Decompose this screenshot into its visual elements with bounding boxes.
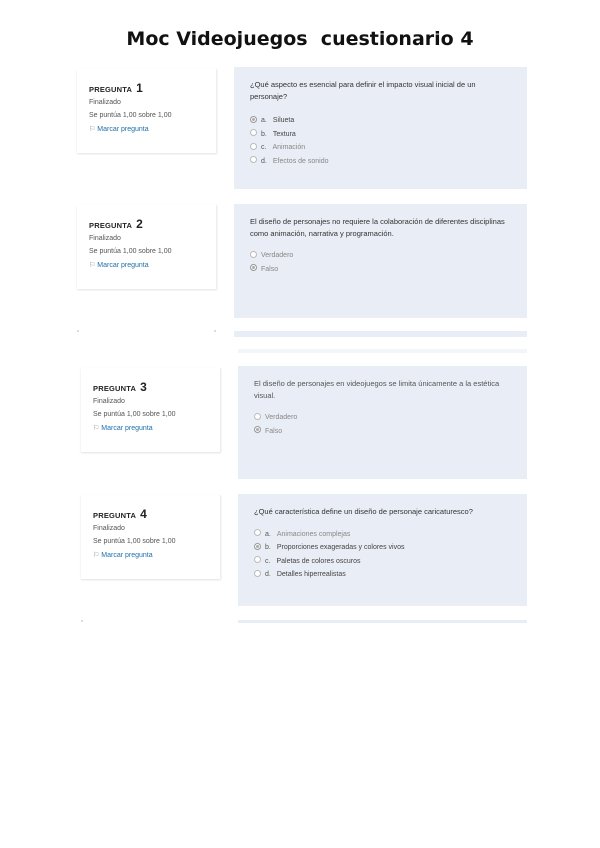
- answer-option[interactable]: b. Textura: [250, 128, 511, 142]
- flag-icon: ⚐: [93, 425, 100, 432]
- radio-button[interactable]: [254, 543, 261, 550]
- flag-icon: ⚐: [89, 126, 96, 133]
- question-heading: [89, 81, 216, 95]
- question-grade: Se puntúa 1,00 sobre 1,00: [93, 411, 176, 418]
- flag-question-link[interactable]: [89, 125, 216, 133]
- question-text: ¿Qué aspecto es esencial para definir el impacto visual inicial de un personaje?: [250, 80, 476, 101]
- answer-option[interactable]: Falso: [254, 425, 511, 439]
- question-grade: Se puntúa 1,00 sobre 1,00: [93, 538, 176, 545]
- answer-option[interactable]: d. Detalles hiperrealistas: [254, 568, 511, 582]
- radio-button[interactable]: [254, 529, 261, 536]
- question-content-1: [234, 67, 527, 189]
- answer-option[interactable]: b. Proporciones exageradas y colores vivos: [254, 541, 511, 555]
- radio-button[interactable]: [254, 413, 261, 420]
- question-heading: [93, 380, 220, 394]
- question-status: Finalizado: [89, 99, 121, 106]
- page-edge-mark: [214, 330, 216, 332]
- radio-button[interactable]: [250, 129, 257, 136]
- answer-option[interactable]: c. Animación: [250, 141, 511, 155]
- answer-option[interactable]: a. Silueta: [250, 114, 511, 128]
- question-grade: Se puntúa 1,00 sobre 1,00: [89, 112, 172, 119]
- radio-button[interactable]: [250, 116, 257, 123]
- page-break-divider: [238, 349, 527, 353]
- page-edge-mark: [77, 330, 79, 332]
- question-label: PREGUNTA: [93, 384, 136, 393]
- radio-button[interactable]: [250, 143, 257, 150]
- question-number: 3: [140, 380, 148, 394]
- radio-button[interactable]: [254, 570, 261, 577]
- question-status: Finalizado: [93, 525, 125, 532]
- radio-button[interactable]: [250, 156, 257, 163]
- radio-button[interactable]: [250, 264, 257, 271]
- radio-button[interactable]: [254, 556, 261, 563]
- flag-question-link[interactable]: [93, 424, 220, 432]
- question-text: El diseño de personajes no requiere la colaboración de diferentes disciplinas como animación, narrativa y programación.: [250, 217, 505, 238]
- question-text: El diseño de personajes en videojuegos se limita únicamente a la estética visual.: [254, 379, 500, 400]
- flag-label: Marcar pregunta: [101, 425, 153, 432]
- flag-icon: ⚐: [93, 552, 100, 559]
- question-content-3: [238, 366, 527, 479]
- question-label: PREGUNTA: [89, 221, 132, 230]
- page-break-divider: [234, 331, 527, 337]
- question-heading: [93, 507, 220, 521]
- question-number: 2: [136, 217, 144, 231]
- answer-options: [254, 411, 511, 438]
- question-label: PREGUNTA: [93, 511, 136, 520]
- radio-button[interactable]: [250, 251, 257, 258]
- question-number: 1: [136, 81, 144, 95]
- question-content-4: [238, 494, 527, 606]
- page-break-divider: [238, 620, 527, 623]
- question-heading: [89, 217, 216, 231]
- question-info-4: [81, 495, 221, 579]
- answer-option[interactable]: c. Paletas de colores oscuros: [254, 555, 511, 569]
- answer-options: [250, 249, 511, 276]
- question-info-1: [77, 69, 217, 153]
- flag-label: Marcar pregunta: [97, 126, 149, 133]
- question-label: PREGUNTA: [89, 85, 132, 94]
- radio-button[interactable]: [254, 426, 261, 433]
- question-status: Finalizado: [93, 398, 125, 405]
- flag-label: Marcar pregunta: [101, 552, 153, 559]
- answer-option[interactable]: Verdadero: [250, 249, 511, 263]
- page-edge-mark: [81, 620, 83, 622]
- question-content-2: [234, 204, 527, 318]
- flag-question-link[interactable]: [93, 551, 220, 559]
- answer-option[interactable]: d. Efectos de sonido: [250, 155, 511, 169]
- flag-label: Marcar pregunta: [97, 262, 149, 269]
- question-status: Finalizado: [89, 235, 121, 242]
- flag-icon: ⚐: [89, 262, 96, 269]
- answer-option[interactable]: a. Animaciones complejas: [254, 528, 511, 542]
- flag-question-link[interactable]: [89, 261, 216, 269]
- page-title: Moc Videojuegos cuestionario 4: [126, 28, 474, 50]
- question-grade: Se puntúa 1,00 sobre 1,00: [89, 248, 172, 255]
- answer-options: [254, 528, 511, 582]
- question-text: ¿Qué característica define un diseño de personaje caricaturesco?: [254, 507, 473, 516]
- answer-option[interactable]: Verdadero: [254, 411, 511, 425]
- question-info-2: [77, 205, 217, 289]
- question-info-3: [81, 368, 221, 452]
- question-number: 4: [140, 507, 148, 521]
- answer-options: [250, 114, 511, 168]
- answer-option[interactable]: Falso: [250, 263, 511, 277]
